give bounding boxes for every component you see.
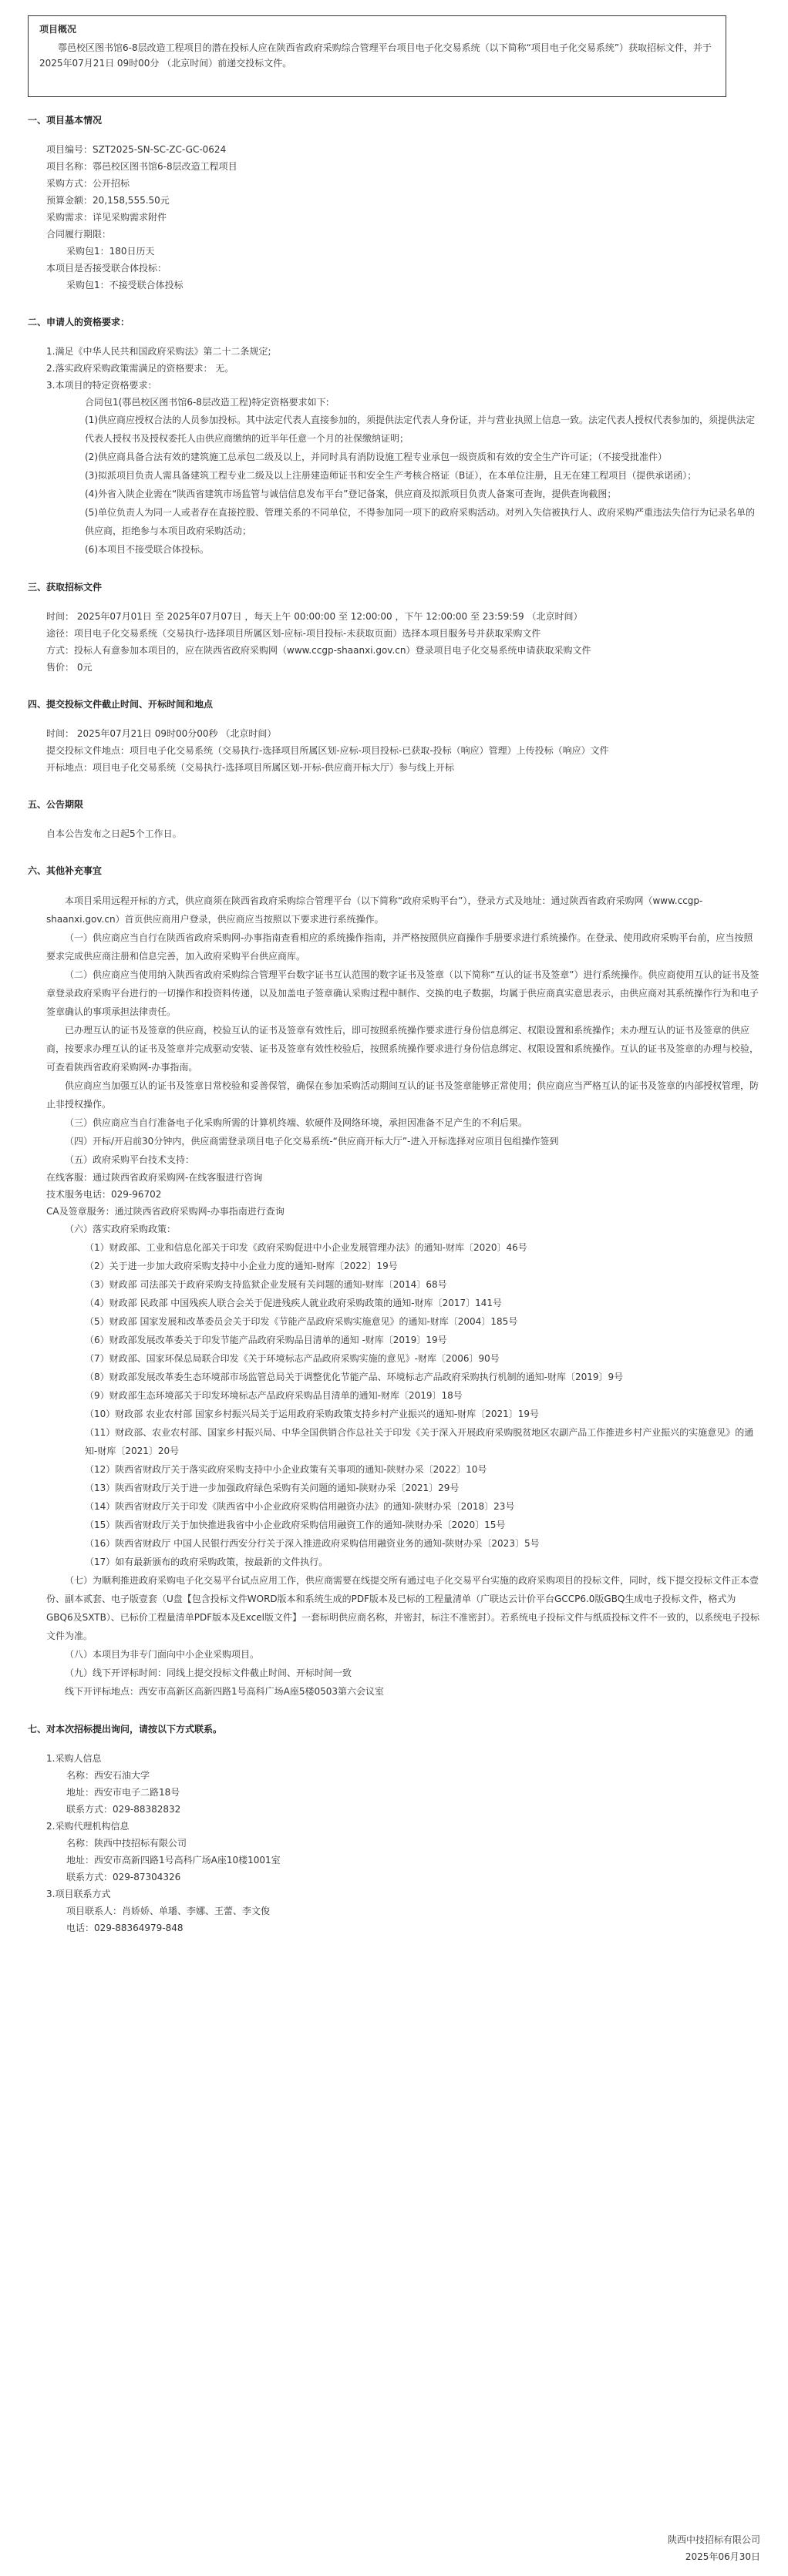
contact-phone: 电话：029-88364979-848	[66, 1923, 184, 1933]
policy-item: （13）陕西省财政厅关于进一步加强政府绿色采购有关问题的通知-陕财办采〔2021〕29号	[85, 1483, 460, 1493]
signature-org: 陕西中技招标有限公司	[667, 2534, 760, 2545]
contact-people: 项目联系人：肖娇娇、单璠、李娜、王蕾、李文俊	[66, 1906, 271, 1916]
policy-item: （6）财政部发展改革委关于印发节能产品政府采购品目清单的通知 -财库〔2019〕19号	[85, 1335, 447, 1345]
summary-title: 项目概况	[39, 24, 77, 35]
supplement-intro: 本项目采用远程开标的方式，供应商须在陕西省政府采购综合管理平台（以下简称“政府采购平台”），登录方式及地址：通过陕西省政府采购网（www.ccgp-shaanxi.gov.cn）首页供应商用户登录，供应商应当按照以下要求进行系统操作。	[46, 895, 703, 925]
requirement-2: 2.落实政府采购政策需满足的资格要求： 无。	[46, 363, 234, 374]
deadline-time: 时间： 2025年07月21日 09时00分00秒 （北京时间）	[46, 728, 277, 739]
qualification-item: (4)外省入陕企业需在“陕西省建筑市场监管与诚信信息发布平台”登记备案，供应商及拟派项目负责人备案可查询，提供查询截图；	[85, 489, 617, 499]
supplement-paragraph: （三）供应商应当自行准备电子化采购所需的计算机终端、软硬件及网络环境，承担因准备不足产生的不利后果。	[65, 1117, 528, 1128]
policy-item: （17）如有最新颁布的政府采购政策，按最新的文件执行。	[85, 1557, 328, 1567]
project-summary-box	[28, 15, 726, 97]
qualification-item: (1)供应商应授权合法的人员参加投标。其中法定代表人直接参加的，须提供法定代表人身份证，并与营业执照上信息一致。法定代表人授权代表参加的，须提供法定代表人授权书及授权委托人由供应商缴纳的近半年任意一个月的社保缴纳证明；	[85, 415, 756, 444]
opening-location: 开标地点：项目电子化交易系统（交易执行-选择项目所属区划-开标-供应商开标大厅）参与线上开标	[46, 762, 454, 773]
budget-amount: 预算金额：20,158,555.50元	[46, 195, 170, 206]
announcement-content	[28, 112, 760, 1936]
consortium-answer: 采购包1：不接受联合体投标	[66, 280, 184, 291]
policy-item: （9）财政部生态环境部关于印发环境标志产品政府采购品目清单的通知-财库〔2019〕18号	[85, 1390, 463, 1401]
summary-body: 鄠邑校区图书馆6-8层改造工程项目的潜在投标人应在陕西省政府采购综合管理平台项目电子化交易系统（以下简称“项目电子化交易系统”）获取招标文件，并于 2025年07月21日 09时00分 （北京时间）前递交投标文件。	[39, 42, 712, 69]
supplement-paragraph: （五）政府采购平台技术支持：	[65, 1154, 195, 1165]
procurement-requirement: 采购需求：详见采购需求附件	[46, 212, 167, 223]
policy-item: （5）财政部 国家发展和改革委员会关于印发《节能产品政府采购实施意见》的通知-财库〔2004〕185号	[85, 1316, 518, 1327]
section-2-title: 二、申请人的资格要求：	[28, 317, 130, 327]
policy-item: （1）财政部、工业和信息化部关于印发《政府采购促进中小企业发展管理办法》的通知-财库〔2020〕46号	[85, 1242, 527, 1253]
procurement-method: 采购方式：公开招标	[46, 178, 130, 189]
supplement-paragraph: 线下开评标地点：西安市高新区高新四路1号高科广场A座5楼0503第六会议室	[65, 1686, 385, 1697]
supplement-paragraph: 已办理互认的证书及签章的供应商，校验互认的证书及签章有效性后，即可按照系统操作要求进行身份信息绑定、权限设置和系统操作；未办理互认的证书及签章的供应商，按要求办理互认的证书及签章并完成驱动安装、证书及签章有效性校验后，按照系统操作要求进行身份信息绑定、权限设置和系统操作。互认的证书及签章的办理与校验，可查看陕西省政府采购网-办事指南。	[46, 1025, 759, 1073]
package-requirement-head: 合同包1(鄠邑校区图书馆6-8层改造工程)特定资格要求如下:	[85, 397, 329, 408]
supplement-paragraph: （九）线下开评标时间：同线上提交投标文件截止时间、开标时间一致	[65, 1668, 352, 1678]
document-time: 时间： 2025年07月01日 至 2025年07月07日 ，每天上午 00:00:00 至 12:00:00 ，下午 12:00:00 至 23:59:59 （北京时间）	[46, 611, 583, 622]
policy-item: （16）陕西省财政厅 中国人民银行西安分行关于深入推进政府采购信用融资业务的通知-陕财办采〔2023〕5号	[85, 1538, 540, 1549]
submission-location: 提交投标文件地点：项目电子化交易系统（交易执行-选择项目所属区划-应标-项目投标-已获取-投标（响应）管理）上传投标（响应）文件	[46, 745, 609, 756]
supplement-paragraph: （一）供应商应当自行在陕西省政府采购网-办事指南查看相应的系统操作指南，并严格按照供应商操作手册要求进行系统操作。在登录、使用政府采购平台前，应当按照要求完成供应商注册和信息完善，加入政府采购平台供应商库。	[46, 932, 753, 962]
buyer-name: 名称：西安石油大学	[66, 1770, 150, 1781]
policy-item: （15）陕西省财政厅关于加快推进我省中小企业政府采购信用融资工作的通知-陕财办采〔2020〕15号	[85, 1520, 506, 1530]
supplement-paragraph: （四）开标/开启前30分钟内，供应商需登录项目电子化交易系统-“供应商开标大厅”-进入开标选择对应项目包组操作签到	[65, 1136, 559, 1147]
section-6-title: 六、其他补充事宜	[28, 865, 103, 876]
policy-item: （8）财政部发展改革委生态环境部市场监管总局关于调整优化节能产品、环境标志产品政府采购执行机制的通知-财库〔2019〕9号	[85, 1372, 624, 1382]
section-4-title: 四、提交投标文件截止时间、开标时间和地点	[28, 699, 214, 710]
supplement-paragraph: 供应商应当加强互认的证书及签章日常校验和妥善保管，确保在参加采购活动期间互认的证书及签章能够正常使用；供应商应当严格互认的证书及签章的内部授权管理，防止非授权操作。	[46, 1080, 759, 1110]
supplement-paragraph: （二）供应商应当使用纳入陕西省政府采购综合管理平台数字证书互认范围的数字证书及签章（以下简称“互认的证书及签章”）进行系统操作。供应商使用互认的证书及签章登录政府采购平台进行的一切操作和投资料传递，以及加盖电子签章确认采购过程中制作、交换的电子数据，均属于供应商真实意思表示，由供应商对其系统操作行为和电子签章确认的事项承担法律责任。	[46, 969, 759, 1017]
document-method: 方式：投标人有意参加本项目的，应在陕西省政府采购网（www.ccgp-shaanxi.gov.cn）登录项目电子化交易系统申请获取采购文件	[46, 645, 591, 656]
section-7-title: 七、对本次招标提出询问，请按以下方式联系。	[28, 1724, 223, 1735]
contract-period-label: 合同履行期限：	[46, 229, 112, 240]
policy-item: （4）财政部 民政部 中国残疾人联合会关于促进残疾人就业政府采购政策的通知-财库〔2017〕141号	[85, 1298, 503, 1308]
policy-item: （10）财政部 农业农村部 国家乡村振兴局关于运用政府采购政策支持乡村产业振兴的通知-财库〔2021〕19号	[85, 1409, 540, 1419]
document-price: 售价： 0元	[46, 662, 93, 673]
support-ca: CA及签章服务：通过陕西省政府采购网-办事指南进行查询	[46, 1206, 285, 1217]
buyer-phone: 联系方式：029-88382832	[66, 1804, 181, 1815]
supplement-paragraph: （八）本项目为非专门面向中小企业采购项目。	[65, 1649, 260, 1660]
section-1-title: 一、项目基本情况	[28, 115, 103, 126]
signature-block	[668, 2531, 760, 2565]
buyer-address: 地址：西安市电子二路18号	[66, 1787, 180, 1798]
qualification-item: (6)本项目不接受联合体投标。	[85, 544, 209, 555]
requirement-3: 3.本项目的特定资格要求：	[46, 380, 157, 391]
contract-period-value: 采购包1：180日历天	[66, 246, 155, 257]
supplement-paragraph: （六）落实政府采购政策：	[65, 1224, 177, 1234]
agent-phone: 联系方式：029-87304326	[66, 1872, 181, 1882]
buyer-head: 1.采购人信息	[46, 1753, 102, 1764]
policy-item: （14）陕西省财政厅关于印发《陕西省中小企业政府采购信用融资办法》的通知-陕财办采〔2018〕23号	[85, 1501, 515, 1512]
policy-item: （7）财政部、国家环保总局联合印发《关于环境标志产品政府采购实施的意见》-财库〔2006〕90号	[85, 1353, 500, 1364]
support-online: 在线客服：通过陕西省政府采购网-在线客服进行咨询	[46, 1172, 263, 1183]
signature-date: 2025年06月30日	[685, 2551, 760, 2562]
qualification-item: (5)单位负责人为同一人或者存在直接控股、管理关系的不同单位，不得参加同一项下的政府采购活动。对列入失信被执行人、政府采购严重违法失信行为记录名单的供应商，拒绝参与本项目政府采购活动；	[85, 507, 756, 536]
agent-address: 地址：西安市高新四路1号高科广场A座10楼1001室	[66, 1855, 281, 1866]
policy-list	[28, 1238, 760, 1571]
qualification-item: (3)拟派项目负责人需具备建筑工程专业二级及以上注册建造师证书和安全生产考核合格证（B证），在本单位注册，且无在建工程项目（提供承诺函）；	[85, 470, 697, 481]
policy-item: （2）关于进一步加大政府采购支持中小企业力度的通知-财库〔2022〕19号	[85, 1261, 398, 1271]
project-number: 项目编号：SZT2025-SN-SC-ZC-GC-0624	[46, 144, 227, 155]
document-route: 途径：项目电子化交易系统（交易执行-选择项目所属区划-应标-项目投标-未获取页面）选择本项目服务号并获取采购文件	[46, 628, 541, 639]
agent-name: 名称：陕西中技招标有限公司	[66, 1838, 187, 1849]
notice-period: 自本公告发布之日起5个工作日。	[46, 828, 182, 839]
qualification-item: (2)供应商具备合法有效的建筑施工总承包二级及以上，并同时具有消防设施工程专业承包一级资质和有效的安全生产许可证；（不接受批准件）	[85, 452, 668, 462]
requirement-1: 1.满足《中华人民共和国政府采购法》第二十二条规定;	[46, 346, 271, 357]
contact-head: 3.项目联系方式	[46, 1889, 111, 1899]
section-3-title: 三、获取招标文件	[28, 582, 103, 593]
section-5-title: 五、公告期限	[28, 799, 84, 810]
policy-item: （3）财政部 司法部关于政府采购支持监狱企业发展有关问题的通知-财库〔2014〕68号	[85, 1279, 447, 1290]
supplement-paragraph: （七）为顺利推进政府采购电子化交易平台试点应用工作，供应商需要在线提交所有通过电子化交易平台实施的政府采购项目的投标文件，同时，线下提交投标文件正本壹份、副本贰套、电子版壹套（U盘【包含投标文件WORD版本和系统生成的PDF版本及已标的工程量清单（广联达云计价平台GCCP6.0版GBQ生成电子投标文件，格式为GBQ6及SXTB）、已标价工程量清单PDF版本及Excel版文件】一套标明供应商名称，并密封，标注不准密封）。若系统电子投标文件与纸质投标文件不一致的，以系统电子投标文件为准。	[46, 1575, 759, 1641]
policy-item: （11）财政部、农业农村部、国家乡村振兴局、中华全国供销合作总社关于印发《关于深入开展政府采购脱贫地区农副产品工作推进乡村产业振兴的实施意见》的通知-财库〔2021〕20号	[85, 1427, 754, 1456]
agent-head: 2.采购代理机构信息	[46, 1821, 130, 1832]
project-name: 项目名称：鄠邑校区图书馆6-8层改造工程项目	[46, 161, 237, 172]
policy-item: （12）陕西省财政厅关于落实政府采购支持中小企业政策有关事项的通知-陕财办采〔2022〕10号	[85, 1464, 487, 1475]
consortium-question: 本项目是否接受联合体投标：	[46, 263, 167, 274]
support-phone: 技术服务电话：029-96702	[46, 1189, 162, 1200]
